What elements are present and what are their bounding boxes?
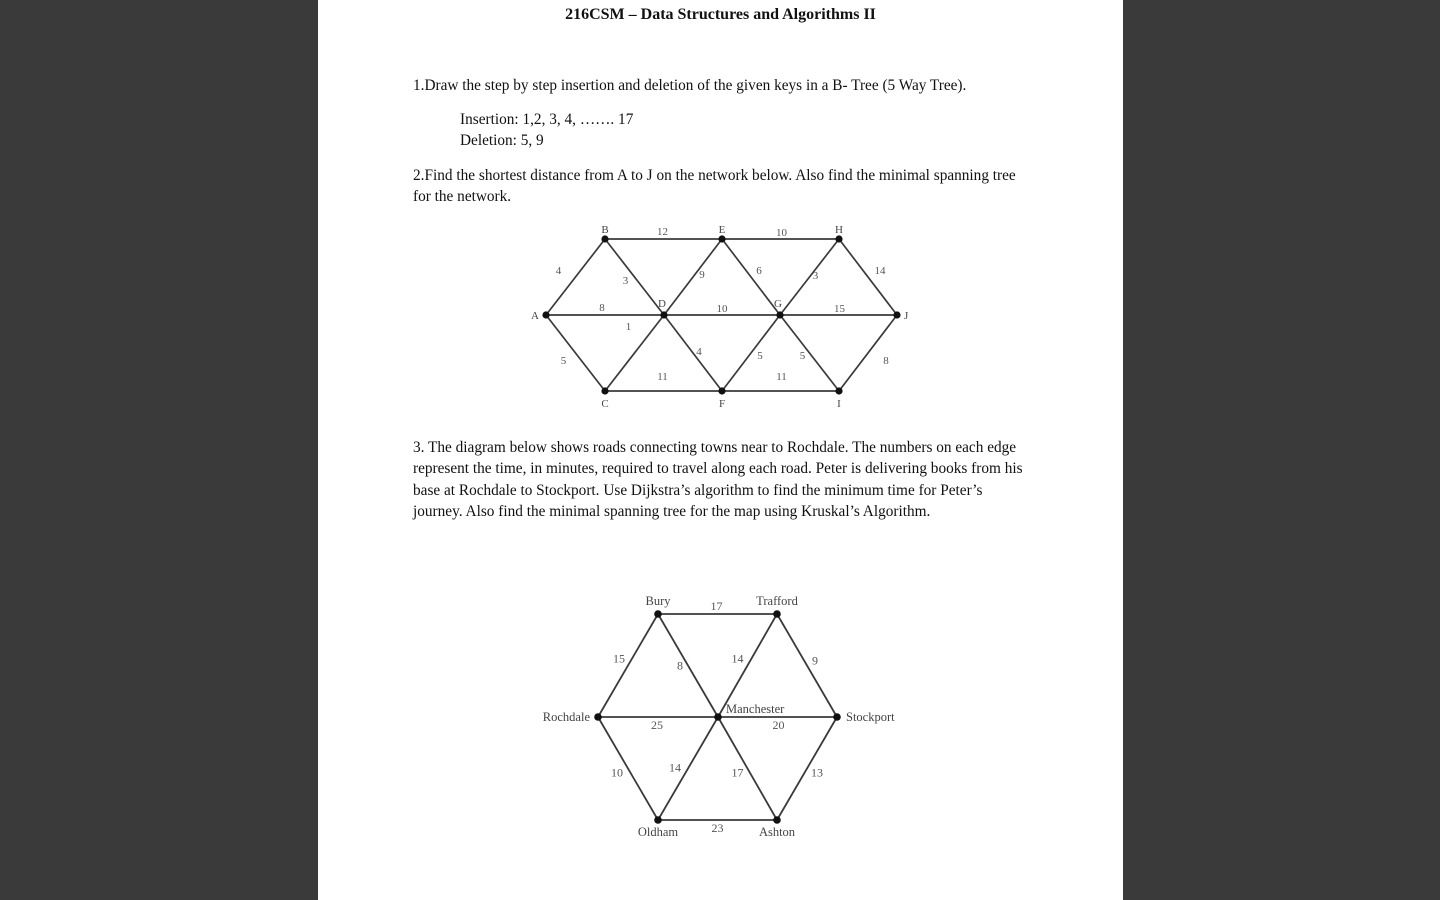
node-label-a: A: [531, 310, 539, 322]
node-a: [542, 311, 549, 318]
node-label-f: F: [718, 398, 726, 410]
network-graph-weights: [556, 226, 890, 383]
edge-weight-g-j: 15: [834, 302, 845, 315]
network-graph-nodes: [531, 224, 909, 410]
edge-weight-f-g: 5: [757, 349, 763, 362]
question-2-text: 2.Find the shortest distance from A to J on the network below. Also find the minimal spanning tree for the network.: [413, 167, 1016, 206]
edge-manchester-oldham: [658, 717, 718, 820]
edge-weight-rochdale-manchester: 25: [651, 718, 663, 733]
edge-weight-a-c: 5: [560, 354, 567, 367]
node-ashton: [773, 816, 781, 824]
edge-weight-g-h: 3: [812, 269, 819, 282]
edge-weight-g-i: 5: [799, 349, 806, 362]
question-3-text: 3. The diagram below shows roads connecting towns near to Rochdale. The numbers on each edge represent the time, in minutes, required to travel along each road. Peter is delivering books from his base at Rochdale to Stockport. Use Dijkstra’s algorithm to find the minimum time for Peter’s journey. Also find the minimal spanning tree for the map using Kruskal’s Algorithm.: [413, 439, 1023, 520]
deletion-keys: Deletion: 5, 9: [460, 132, 544, 149]
edge-weight-manchester-oldham: 14: [669, 760, 681, 775]
edge-d-f: [664, 315, 722, 391]
edge-i-j: [839, 315, 897, 391]
edge-weight-a-d: 8: [599, 301, 605, 314]
node-label-manchester: Manchester: [726, 702, 785, 716]
edge-weight-bury-rochdale: 15: [613, 651, 625, 666]
node-label-oldham: Oldham: [637, 825, 679, 839]
edge-weight-manchester-stockport: 20: [772, 718, 785, 733]
node-label-c: C: [601, 398, 609, 410]
node-label-trafford: Trafford: [756, 594, 798, 608]
edge-d-e: [664, 239, 722, 315]
edge-weight-h-j: 14: [874, 264, 886, 277]
node-b: [601, 235, 608, 242]
node-c: [601, 387, 608, 394]
edge-a-b: [546, 239, 605, 315]
node-g: [776, 311, 783, 318]
edge-a-c: [546, 315, 605, 391]
edge-weight-d-f: 4: [696, 345, 702, 358]
edge-h-j: [839, 239, 897, 315]
edge-e-g: [722, 239, 780, 315]
node-stockport: [833, 713, 841, 721]
edge-manchester-ashton: [718, 717, 777, 820]
node-bury: [654, 610, 662, 618]
edge-weight-d-e: 9: [699, 268, 705, 281]
node-label-b: B: [601, 224, 609, 236]
edge-weight-trafford-manchester: 14: [731, 651, 744, 666]
edge-weight-i-j: 8: [883, 354, 889, 367]
edge-weight-e-g: 6: [756, 264, 762, 277]
node-label-rochdale: Rochdale: [542, 710, 590, 724]
node-d: [660, 311, 667, 318]
edge-c-d: [605, 315, 664, 391]
network-graph-edges: [546, 239, 897, 391]
node-e: [718, 235, 725, 242]
edge-weight-oldham-ashton: 23: [711, 821, 724, 836]
roads-map-graph: [523, 588, 923, 843]
node-j: [893, 311, 900, 318]
node-oldham: [654, 816, 662, 824]
edge-trafford-stockport: [777, 614, 837, 717]
node-rochdale: [594, 713, 602, 721]
edge-weight-b-e: 12: [657, 225, 668, 238]
node-label-j: J: [904, 310, 909, 322]
node-h: [835, 235, 842, 242]
edge-weight-trafford-stockport: 9: [812, 653, 818, 668]
edge-weight-bury-manchester: 8: [677, 658, 683, 673]
edge-weight-c-f: 11: [657, 370, 668, 383]
node-label-g: G: [774, 298, 782, 310]
edge-rochdale-oldham: [598, 717, 658, 820]
edge-weight-f-i: 11: [776, 370, 787, 383]
node-i: [835, 387, 842, 394]
edge-weight-rochdale-oldham: 10: [611, 765, 623, 780]
page-title: 216CSM – Data Structures and Algorithms II: [565, 6, 876, 23]
edge-bury-rochdale: [598, 614, 658, 717]
edge-g-h: [780, 239, 839, 315]
document-page: [318, 0, 1123, 900]
edge-weight-e-h: 10: [776, 226, 787, 239]
edge-weight-b-d: 3: [622, 274, 629, 287]
roads-graph-nodes: [543, 594, 895, 839]
edge-b-d: [605, 239, 664, 315]
node-trafford: [773, 610, 781, 618]
edge-weight-manchester-ashton: 17: [731, 765, 744, 780]
node-label-bury: Bury: [645, 594, 671, 608]
node-manchester: [714, 713, 722, 721]
question-1-text: 1.Draw the step by step insertion and deletion of the given keys in a B- Tree (5 Way Tree).: [413, 77, 967, 94]
edge-stockport-ashton: [777, 717, 837, 820]
edge-weight-a-b: 4: [555, 264, 562, 277]
edge-weight-c-d: 1: [625, 320, 632, 333]
edge-weight-bury-trafford: 17: [710, 599, 723, 614]
network-graph: [523, 215, 923, 415]
insertion-keys: Insertion: 1,2, 3, 4, ……. 17: [460, 111, 634, 128]
edge-weight-stockport-ashton: 13: [811, 765, 823, 780]
node-label-stockport: Stockport: [846, 710, 895, 724]
edge-bury-manchester: [658, 614, 718, 717]
edge-f-g: [722, 315, 780, 391]
node-label-e: E: [718, 224, 726, 236]
node-label-h: H: [835, 224, 843, 236]
edge-g-i: [780, 315, 839, 391]
node-label-d: D: [658, 298, 666, 310]
edge-weight-d-g: 10: [716, 302, 728, 315]
node-label-i: I: [837, 398, 841, 410]
node-f: [718, 387, 725, 394]
node-label-ashton: Ashton: [758, 825, 796, 839]
